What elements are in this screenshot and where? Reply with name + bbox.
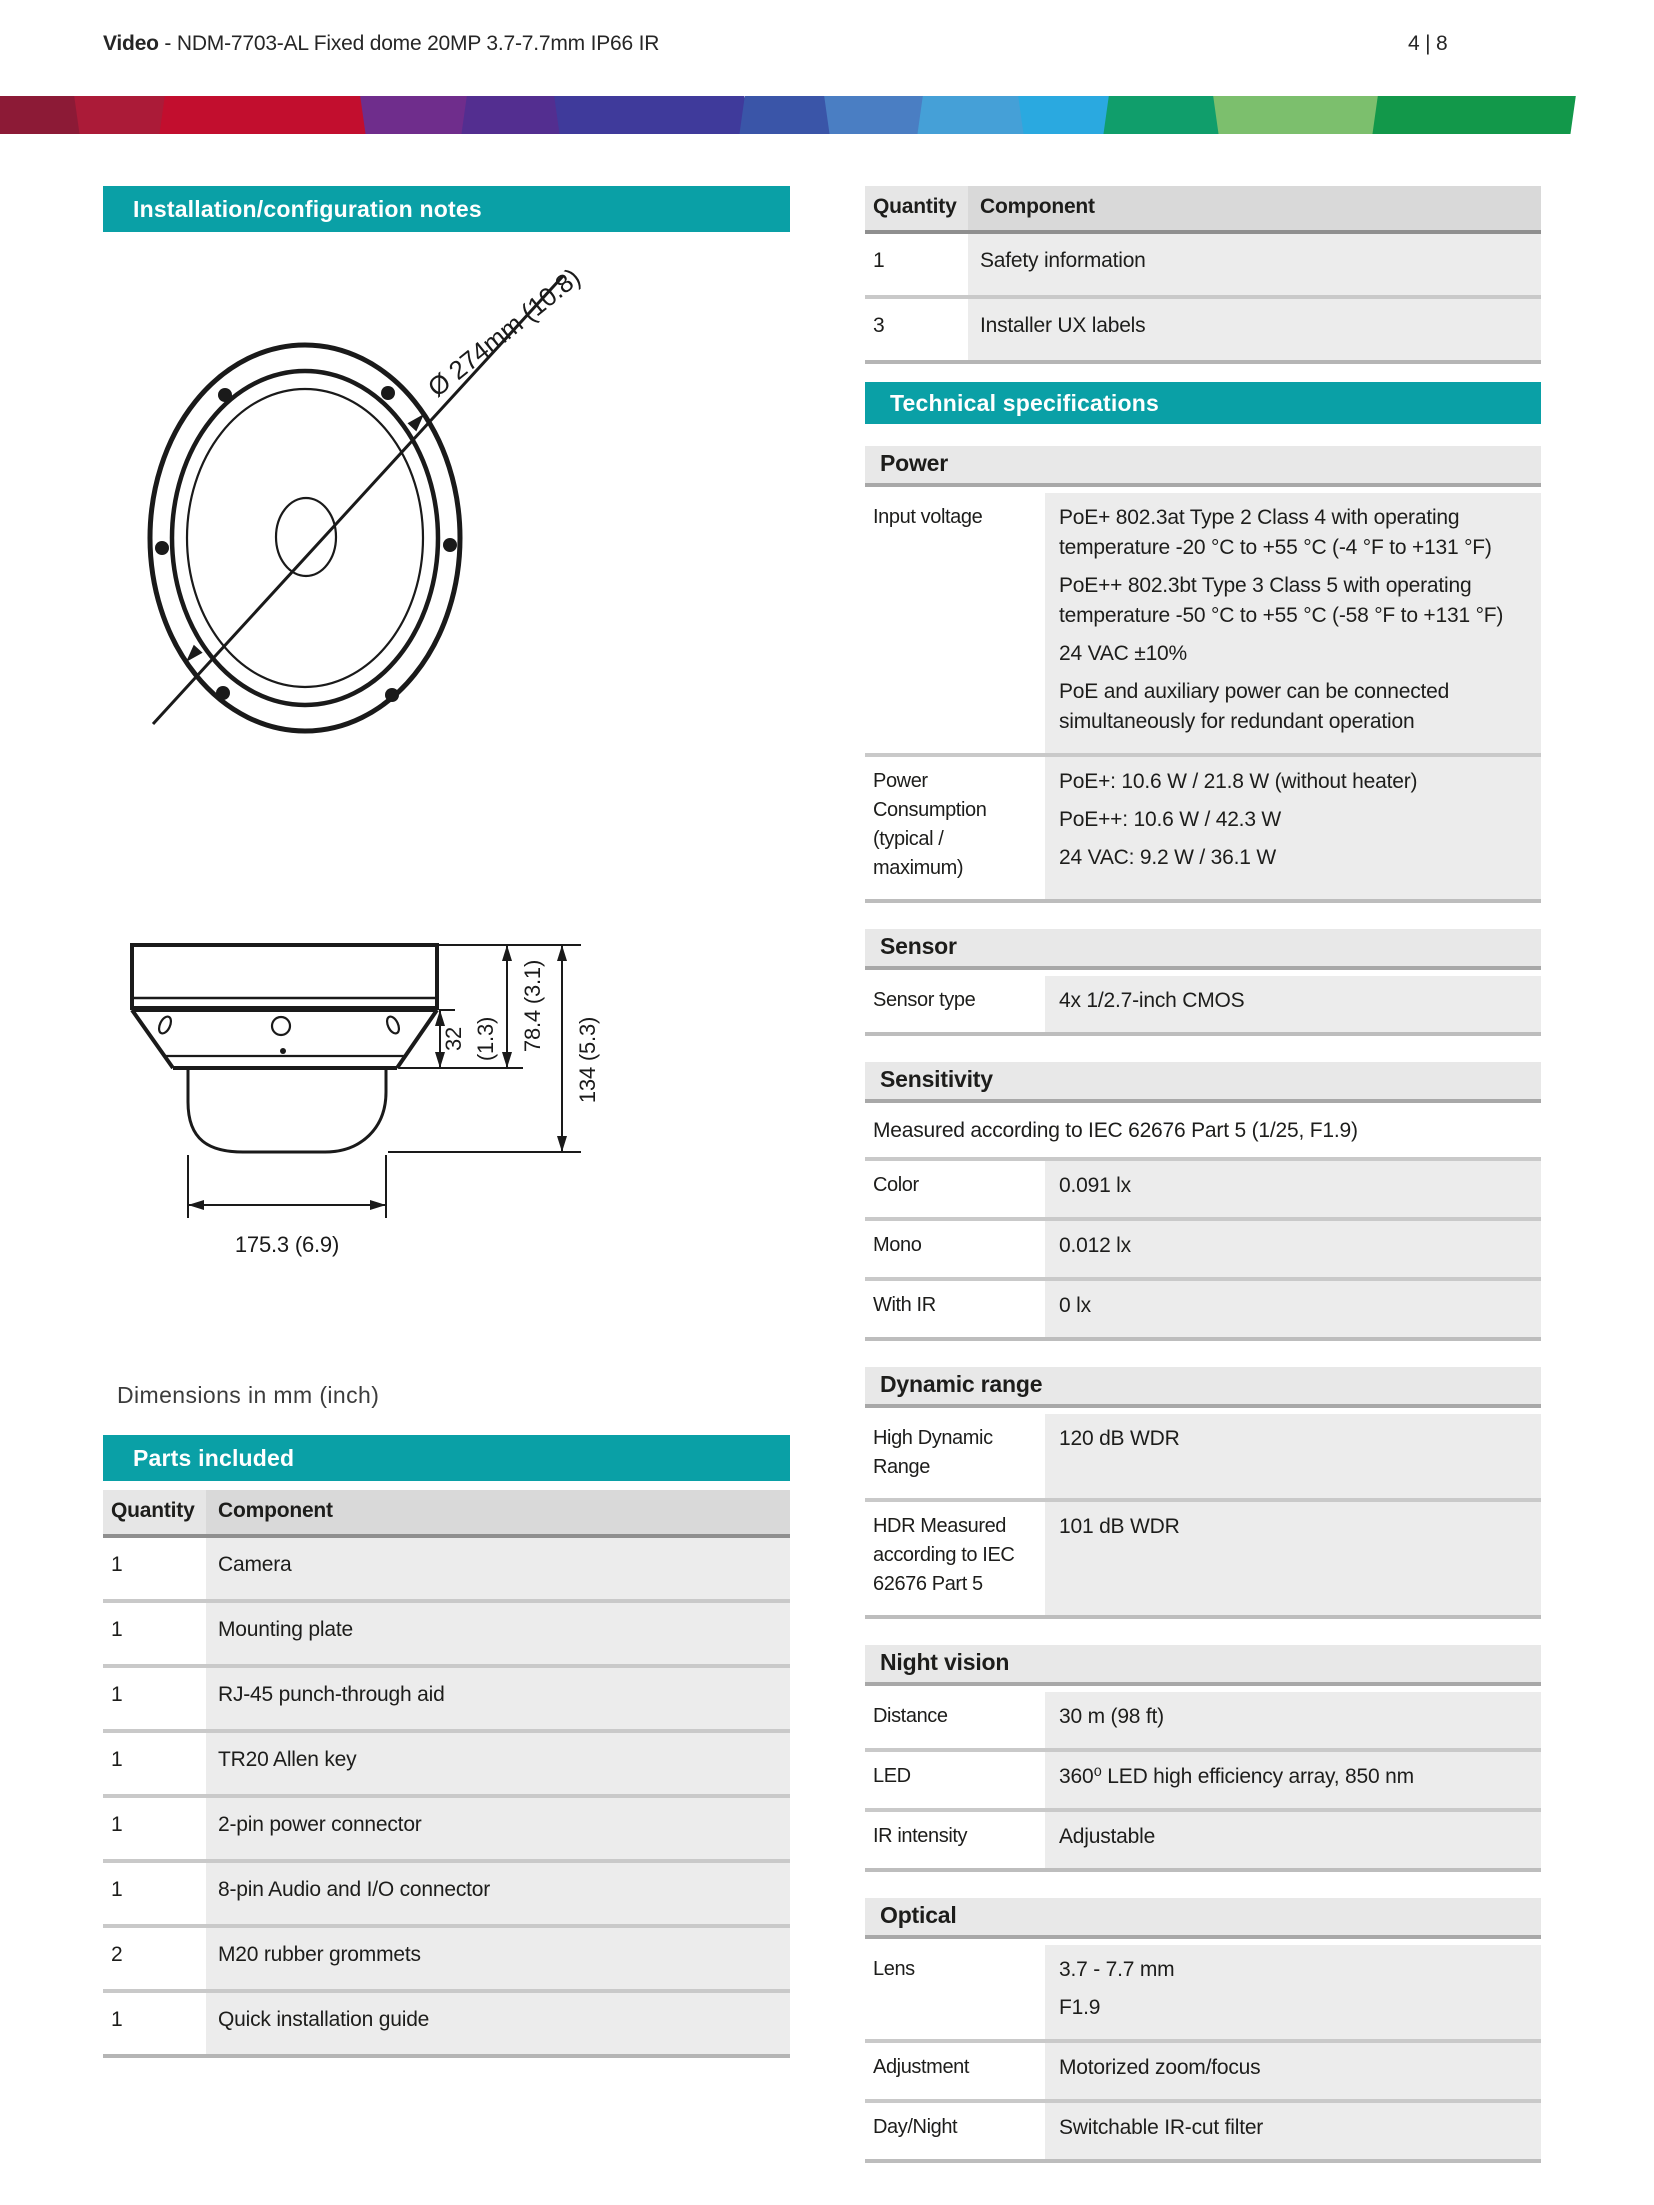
spec-value	[1045, 976, 1541, 1032]
spec-value-paragraph: Switchable IR-cut filter	[1059, 2116, 1264, 2139]
spec-label: Color	[865, 1161, 1045, 1217]
quantity-cell: 1	[103, 1993, 206, 2054]
left-column	[103, 186, 790, 2176]
table-row	[865, 295, 1541, 360]
section-optical	[865, 1898, 1541, 2163]
section-body	[865, 493, 1541, 903]
spec-value-paragraph: 4x 1/2.7-inch CMOS	[1059, 989, 1245, 1012]
section-title: Night vision	[865, 1645, 1541, 1686]
spec-row	[865, 1277, 1541, 1337]
column-header-quantity: Quantity	[103, 1490, 206, 1534]
component-cell: Camera	[206, 1538, 790, 1599]
spec-value-paragraph: F1.9	[1059, 1996, 1101, 2019]
spec-row	[865, 1414, 1541, 1498]
section-power	[865, 446, 1541, 903]
spec-label: Adjustment	[865, 2043, 1045, 2099]
spec-label: Sensor type	[865, 976, 1045, 1032]
spec-row	[865, 1808, 1541, 1868]
spec-value	[1045, 1161, 1541, 1217]
brand-color-bar	[0, 96, 1654, 134]
component-cell: Mounting plate	[206, 1603, 790, 1664]
right-column	[865, 186, 1541, 2163]
spec-label: LED	[865, 1752, 1045, 1808]
color-bar-segment	[1213, 96, 1385, 134]
spec-value-paragraph: PoE and auxiliary power can be connected simultaneously for redundant operation	[1059, 680, 1450, 733]
spec-label: Input voltage	[865, 493, 1045, 753]
spec-value	[1045, 2103, 1541, 2159]
quantity-cell: 2	[103, 1928, 206, 1989]
section-body	[865, 1109, 1541, 1341]
spec-row	[865, 1692, 1541, 1748]
spec-row	[865, 1217, 1541, 1277]
spec-value-paragraph: 3.7 - 7.7 mm	[1059, 1958, 1175, 1981]
rim-height-in-label: (1.3)	[473, 1016, 498, 1062]
table-row	[103, 1538, 790, 1599]
document-category: Video	[103, 32, 159, 55]
section-body	[865, 1945, 1541, 2163]
spec-value	[1045, 1221, 1541, 1277]
parts-included-table	[103, 1490, 790, 2058]
parts-table-continued-rows	[865, 234, 1541, 364]
installation-notes-title: Installation/configuration notes	[133, 196, 482, 222]
spec-row	[865, 976, 1541, 1032]
color-bar-segment	[1372, 96, 1577, 134]
color-bar-segment	[823, 96, 929, 134]
spec-label: Day/Night	[865, 2103, 1045, 2159]
diameter-label: Ø 274mm (10.8)	[421, 261, 586, 403]
spec-row	[865, 1945, 1541, 2039]
color-bar-segment	[359, 96, 473, 134]
page-number: 4 | 8	[1408, 32, 1448, 55]
quantity-cell: 1	[103, 1538, 206, 1599]
spec-value	[1045, 1502, 1541, 1615]
spec-label: Lens	[865, 1945, 1045, 2039]
spec-value-paragraph: Motorized zoom/focus	[1059, 2056, 1261, 2079]
arrowhead	[186, 645, 203, 662]
color-bar-segment	[0, 96, 86, 134]
spec-row	[865, 1748, 1541, 1808]
arrowheads	[188, 945, 567, 1210]
rim-height-mm-label: 32	[441, 1026, 466, 1052]
spec-label: IR intensity	[865, 1812, 1045, 1868]
component-cell: 8-pin Audio and I/O connector	[206, 1863, 790, 1924]
technical-specifications-header	[865, 382, 1541, 424]
section-note: Measured according to IEC 62676 Part 5 (1/25, F1.9)	[865, 1109, 1541, 1157]
parts-table-continued	[865, 186, 1541, 364]
spec-value-paragraph: 24 VAC: 9.2 W / 36.1 W	[1059, 846, 1276, 869]
spec-value	[1045, 1812, 1541, 1868]
section-body	[865, 1414, 1541, 1619]
spec-row	[865, 2039, 1541, 2099]
spec-label: HDR Measured according to IEC 62676 Part 5	[865, 1502, 1045, 1615]
section-title: Power	[865, 446, 1541, 487]
section-title: Sensitivity	[865, 1062, 1541, 1103]
column-header-component: Component	[206, 1490, 790, 1534]
spec-value-paragraph: PoE+ 802.3at Type 2 Class 4 with operating temperature -20 °C to +55 °C (-4 °F to +131 °F)	[1059, 506, 1492, 559]
color-bar-segment	[1103, 96, 1226, 134]
column-header-component: Component	[968, 186, 1541, 230]
table-row	[103, 1729, 790, 1794]
top-view-drawing	[103, 236, 790, 846]
color-bar-segment	[916, 96, 1030, 134]
spec-value-paragraph: 30 m (98 ft)	[1059, 1705, 1164, 1728]
spec-value-paragraph: 0.091 lx	[1059, 1174, 1131, 1197]
spec-value-paragraph: 24 VAC ±10%	[1059, 642, 1188, 665]
spec-row	[865, 1498, 1541, 1615]
spec-label: Distance	[865, 1692, 1045, 1748]
quantity-cell: 1	[865, 234, 968, 295]
table-row	[103, 1859, 790, 1924]
spec-value	[1045, 757, 1541, 899]
color-bar-segment	[461, 96, 567, 134]
section-sensor	[865, 929, 1541, 1036]
parts-table-continued-header-row	[865, 186, 1541, 234]
technical-specifications-title: Technical specifications	[890, 390, 1159, 416]
top-height-label: 78.4 (3.1)	[520, 959, 545, 1053]
spec-label: High Dynamic Range	[865, 1414, 1045, 1498]
quantity-cell: 1	[103, 1798, 206, 1859]
section-body	[865, 976, 1541, 1036]
side-view-drawing	[103, 900, 790, 1330]
component-cell: RJ-45 punch-through aid	[206, 1668, 790, 1729]
section-night-vision	[865, 1645, 1541, 1872]
total-height-label: 134 (5.3)	[575, 1016, 600, 1104]
spec-value-paragraph: Adjustable	[1059, 1825, 1156, 1848]
table-row	[103, 1989, 790, 2054]
color-bar-segment	[738, 96, 836, 134]
quantity-cell: 1	[103, 1733, 206, 1794]
component-cell: M20 rubber grommets	[206, 1928, 790, 1989]
spec-row	[865, 753, 1541, 899]
section-title: Optical	[865, 1898, 1541, 1939]
parts-table-rows	[103, 1538, 790, 2058]
spec-value-paragraph: PoE++: 10.6 W / 42.3 W	[1059, 808, 1282, 831]
color-bar-segment	[554, 96, 751, 134]
spec-value	[1045, 1414, 1541, 1498]
section-body	[865, 1692, 1541, 1872]
parts-table-header-row	[103, 1490, 790, 1538]
parts-included-header	[103, 1435, 790, 1481]
spec-value	[1045, 2043, 1541, 2099]
spec-label: Mono	[865, 1221, 1045, 1277]
quantity-cell: 1	[103, 1668, 206, 1729]
page-header	[103, 32, 1654, 56]
spec-label: With IR	[865, 1281, 1045, 1337]
spec-value-paragraph: 360⁰ LED high efficiency array, 850 nm	[1059, 1765, 1414, 1788]
quantity-cell: 1	[103, 1863, 206, 1924]
color-bar-segment	[74, 96, 172, 134]
table-row	[865, 234, 1541, 295]
section-sensitivity	[865, 1062, 1541, 1341]
width-dimension-label: 175.3 (6.9)	[234, 1232, 340, 1257]
table-row	[103, 1599, 790, 1664]
component-cell: Safety information	[968, 234, 1541, 295]
component-cell: 2-pin power connector	[206, 1798, 790, 1859]
table-row	[103, 1664, 790, 1729]
spec-row	[865, 1157, 1541, 1217]
header-separator: -	[158, 32, 177, 55]
spec-value	[1045, 1945, 1541, 2039]
component-cell: TR20 Allen key	[206, 1733, 790, 1794]
installation-notes-header	[103, 186, 790, 232]
spec-value-paragraph: 0.012 lx	[1059, 1234, 1131, 1257]
table-row	[103, 1794, 790, 1859]
color-bar-segment	[159, 96, 372, 134]
spec-value	[1045, 493, 1541, 753]
spec-row	[865, 493, 1541, 753]
quantity-cell: 1	[103, 1603, 206, 1664]
column-header-quantity: Quantity	[865, 186, 968, 230]
spec-value	[1045, 1692, 1541, 1748]
spec-value	[1045, 1752, 1541, 1808]
spec-value-paragraph: PoE++ 802.3bt Type 3 Class 5 with operating temperature -50 °C to +55 °C (-58 °F to +131 °F)	[1059, 574, 1504, 627]
section-title: Sensor	[865, 929, 1541, 970]
dimensions-note: Dimensions in mm (inch)	[117, 1382, 380, 1408]
spec-label: Power Consumption (typical / maximum)	[865, 757, 1045, 899]
section-dynamic-range	[865, 1367, 1541, 1619]
color-bar-segment	[1018, 96, 1116, 134]
spec-sections	[865, 446, 1541, 2163]
table-row	[103, 1924, 790, 1989]
spec-row	[865, 2099, 1541, 2159]
quantity-cell: 3	[865, 299, 968, 360]
component-cell: Installer UX labels	[968, 299, 1541, 360]
spec-value	[1045, 1281, 1541, 1337]
parts-included-title: Parts included	[133, 1445, 295, 1471]
product-title: NDM-7703-AL Fixed dome 20MP 3.7-7.7mm IP66 IR	[176, 32, 660, 55]
component-cell: Quick installation guide	[206, 1993, 790, 2054]
spec-value-paragraph: 120 dB WDR	[1059, 1427, 1180, 1450]
spec-value-paragraph: 0 lx	[1059, 1294, 1091, 1317]
section-title: Dynamic range	[865, 1367, 1541, 1408]
spec-value-paragraph: PoE+: 10.6 W / 21.8 W (without heater)	[1059, 770, 1418, 793]
spec-value-paragraph: 101 dB WDR	[1059, 1515, 1180, 1538]
